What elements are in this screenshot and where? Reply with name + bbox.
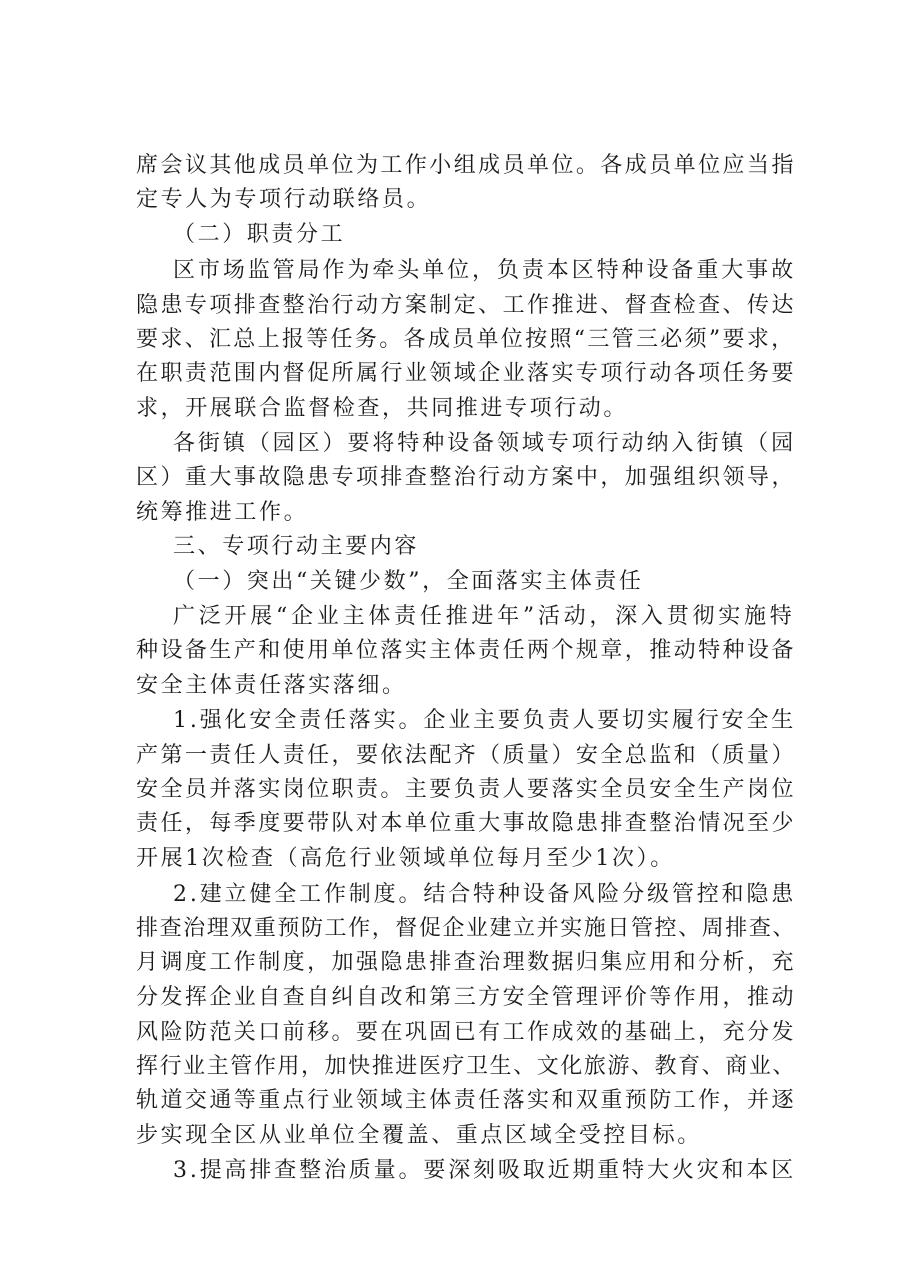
text-line: 风险防范关口前移。要在巩固已有工作成效的基础上，充分发 — [136, 1020, 796, 1045]
text-line: 广泛开展“企业主体责任推进年”活动，深入贯彻实施特 — [173, 604, 796, 629]
text-line: 隐患专项排查整治行动方案制定、工作推进、督查检查、传达 — [136, 293, 796, 318]
text-line: 排查治理双重预防工作，督促企业建立并实施日管控、周排查、 — [136, 916, 796, 941]
section-heading: （二）职责分工 — [173, 222, 346, 247]
text-line: 1.强化安全责任落实。企业主要负责人要切实履行安全生 — [173, 708, 797, 733]
text-line: 席会议其他成员单位为工作小组成员单位。各成员单位应当指 — [136, 153, 796, 178]
text-line: 产第一责任人责任，要依法配齐（质量）安全总监和（质量） — [136, 743, 796, 768]
text-line: 求，开展联合监督检查，共同推进专项行动。 — [136, 396, 629, 421]
section-heading: （一）突出“关键少数”，全面落实主体责任 — [173, 569, 644, 594]
text-line: 区市场监管局作为牵头单位，负责本区特种设备重大事故 — [173, 258, 797, 283]
text-line: 统筹推进工作。 — [136, 500, 309, 525]
text-line: 挥行业主管作用，加快推进医疗卫生、文化旅游、教育、商业、 — [136, 1054, 796, 1079]
section-heading: 三、专项行动主要内容 — [173, 534, 420, 559]
text-line: 轨道交通等重点行业领域主体责任落实和双重预防工作，并逐 — [136, 1088, 796, 1113]
text-line: 定专人为专项行动联络员。 — [136, 187, 432, 212]
text-line: 种设备生产和使用单位落实主体责任两个规章，推动特种设备 — [136, 638, 796, 663]
text-line-last: 3.提高排查整治质量。要深刻吸取近期重特大火灾和本区 — [173, 1158, 797, 1183]
text-line: 步实现全区从业单位全覆盖、重点区域全受控目标。 — [136, 1123, 702, 1148]
text-line: 要求、汇总上报等任务。各成员单位按照“三管三必须”要求， — [136, 327, 796, 352]
text-line: 2.建立健全工作制度。结合特种设备风险分级管控和隐患 — [173, 882, 797, 907]
text-line: 在职责范围内督促所属行业领域企业落实专项行动各项任务要 — [136, 361, 796, 386]
text-line: 安全员并落实岗位职责。主要负责人要落实全员安全生产岗位 — [136, 777, 796, 802]
text-line: 分发挥企业自查自纠自改和第三方安全管理评价等作用，推动 — [136, 985, 796, 1010]
text-line: 各街镇（园区）要将特种设备领域专项行动纳入街镇（园 — [173, 431, 797, 456]
text-line: 开展1次检查（高危行业领域单位每月至少1次）。 — [136, 846, 675, 871]
text-line: 月调度工作制度，加强隐患排查治理数据归集应用和分析，充 — [136, 950, 796, 975]
text-line: 安全主体责任落实落细。 — [136, 673, 407, 698]
text-line: 区）重大事故隐患专项排查整治行动方案中，加强组织领导， — [136, 465, 796, 490]
text-line: 责任，每季度要带队对本单位重大事故隐患排查整治情况至少 — [136, 811, 796, 836]
